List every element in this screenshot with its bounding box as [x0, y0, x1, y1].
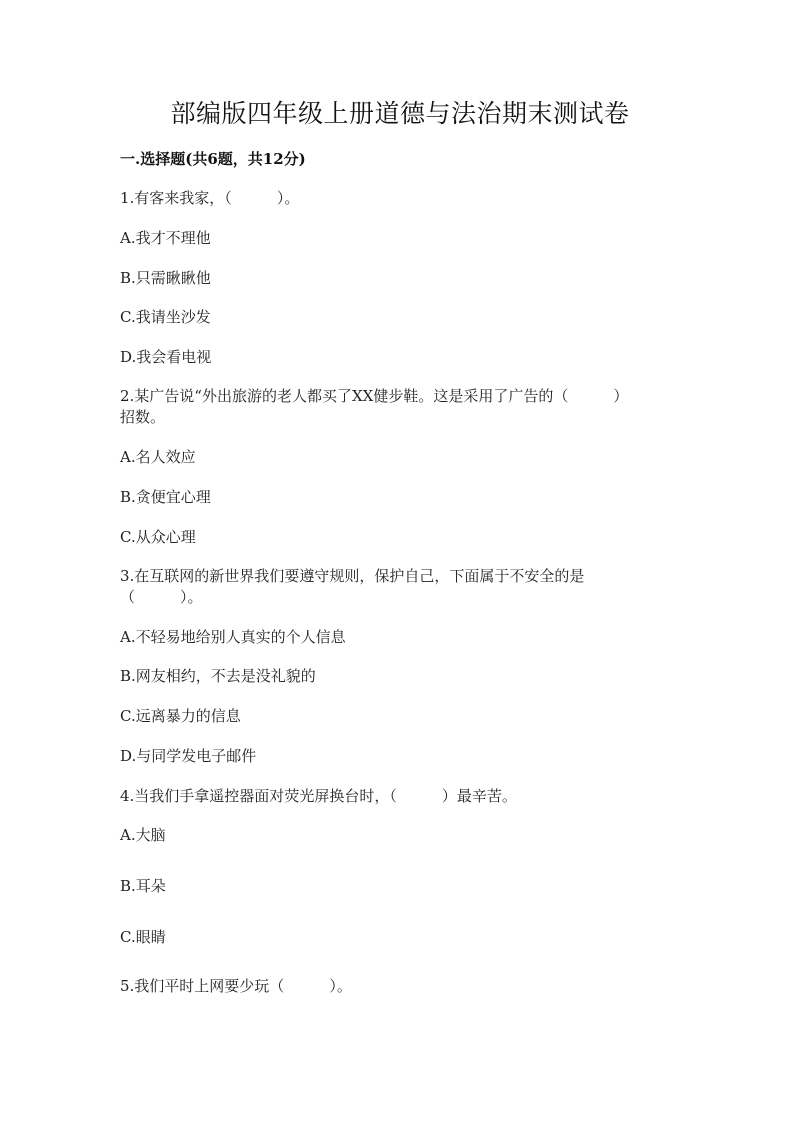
- question-3-stem-line1: 3.在互联网的新世界我们要遵守规则，保护自己，下面属于不安全的是: [120, 567, 585, 585]
- page-title: 部编版四年级上册道德与法治期末测试卷: [170, 99, 630, 128]
- question-2-option-a: A.名人效应: [120, 448, 196, 466]
- question-3-stem-line2: （ ）。: [120, 588, 203, 606]
- question-2-stem-line1: 2.某广告说“外出旅游的老人都买了XX健步鞋。这是采用了广告的（ ）: [120, 387, 629, 405]
- question-4-option-b: B.耳朵: [120, 877, 166, 895]
- question-3-option-c: C.远离暴力的信息: [120, 707, 241, 725]
- question-3-option-b: B.网友相约，不去是没礼貌的: [120, 667, 316, 685]
- question-1-option-a: A.我才不理他: [120, 229, 211, 247]
- question-2-stem-line2: 招数。: [120, 408, 166, 426]
- question-4-option-a: A.大脑: [120, 826, 166, 844]
- question-2-option-b: B.贪便宜心理: [120, 488, 211, 506]
- question-3-option-d: D.与同学发电子邮件: [120, 747, 257, 765]
- question-2-option-c: C.从众心理: [120, 528, 196, 546]
- question-1-option-d: D.我会看电视: [120, 348, 212, 366]
- question-4-stem: 4.当我们手拿遥控器面对荧光屏换台时，（ ）最辛苦。: [120, 787, 517, 805]
- question-1-stem: 1.有客来我家，（ ）。: [120, 189, 300, 207]
- question-1-option-b: B.只需瞅瞅他: [120, 269, 211, 287]
- question-5-stem: 5.我们平时上网要少玩（ ）。: [120, 977, 352, 995]
- section-heading: 一.选择题(共6题，共12分): [120, 150, 306, 168]
- question-3-option-a: A.不轻易地给别人真实的个人信息: [120, 628, 346, 646]
- question-4-option-c: C.眼睛: [120, 928, 166, 946]
- question-1-option-c: C.我请坐沙发: [120, 308, 211, 326]
